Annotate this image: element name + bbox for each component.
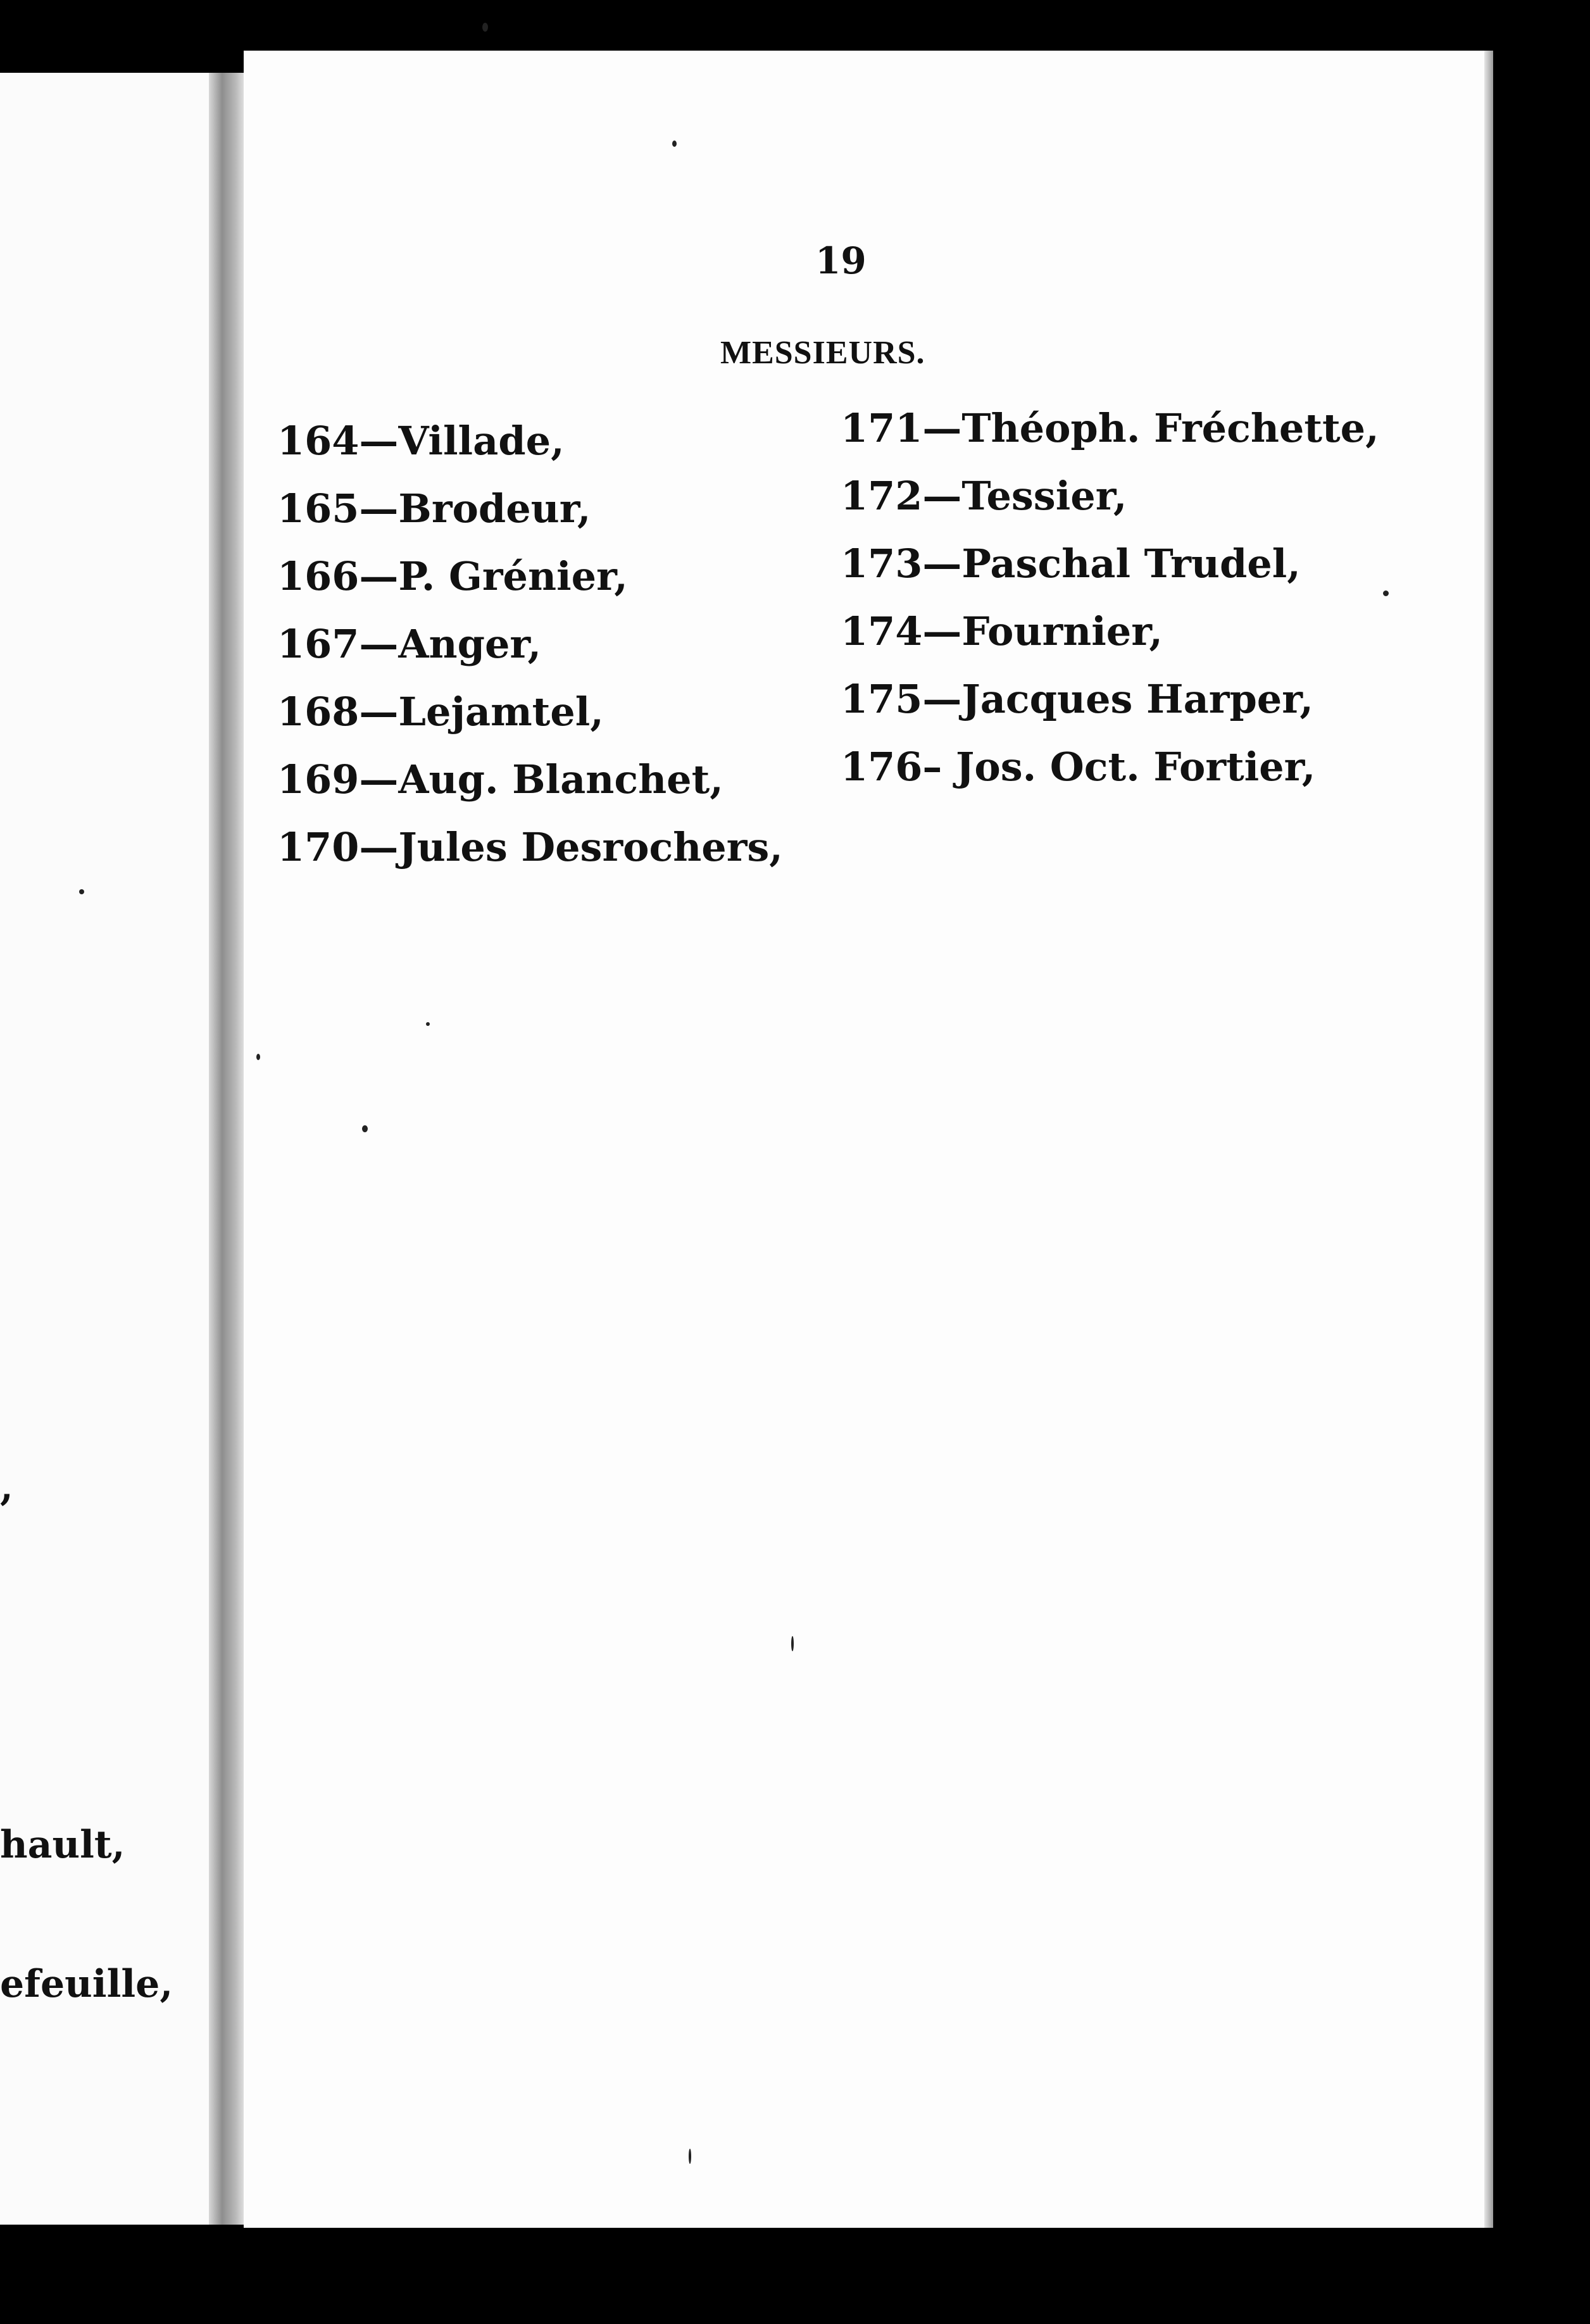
left-facing-page (0, 73, 225, 2225)
left-page-fragment: , (0, 1465, 13, 1509)
section-heading: MESSIEURS. (720, 335, 925, 371)
scan-speck (256, 1054, 260, 1060)
scan-speck (689, 2149, 691, 2164)
list-entry: 172—Tessier, (841, 473, 1127, 519)
list-entry: 174—Fournier, (841, 608, 1163, 654)
list-entry: 169—Aug. Blanchet, (277, 756, 723, 803)
page-edge-shadow (1484, 51, 1493, 2228)
list-entry: 167—Anger, (277, 621, 542, 667)
list-entry: 173—Paschal Trudel, (841, 540, 1301, 587)
list-entry: 165—Brodeur, (277, 485, 591, 532)
list-entry: 176– Jos. Oct. Fortier, (841, 744, 1316, 790)
scan-speck (672, 141, 677, 147)
list-entry: 166—P. Grénier, (277, 553, 628, 599)
scan-speck (426, 1022, 430, 1026)
scan-speck (791, 1636, 794, 1651)
right-page (244, 51, 1487, 2228)
scan-speck (1383, 590, 1389, 596)
page-gutter (209, 73, 247, 2225)
page-number: 19 (815, 239, 867, 282)
scan-speck (79, 889, 84, 894)
list-entry: 168—Lejamtel, (277, 689, 604, 735)
list-entry: 175—Jacques Harper, (841, 676, 1313, 722)
list-entry: 170—Jules Desrochers, (277, 824, 783, 870)
scan-speck (362, 1125, 368, 1132)
left-page-fragment: efeuille, (0, 1962, 173, 2006)
list-entry: 164—Villade, (277, 418, 565, 464)
list-entry: 171—Théoph. Fréchette, (841, 405, 1379, 451)
scan-speck (482, 23, 488, 32)
left-page-fragment: hault, (0, 1823, 125, 1867)
